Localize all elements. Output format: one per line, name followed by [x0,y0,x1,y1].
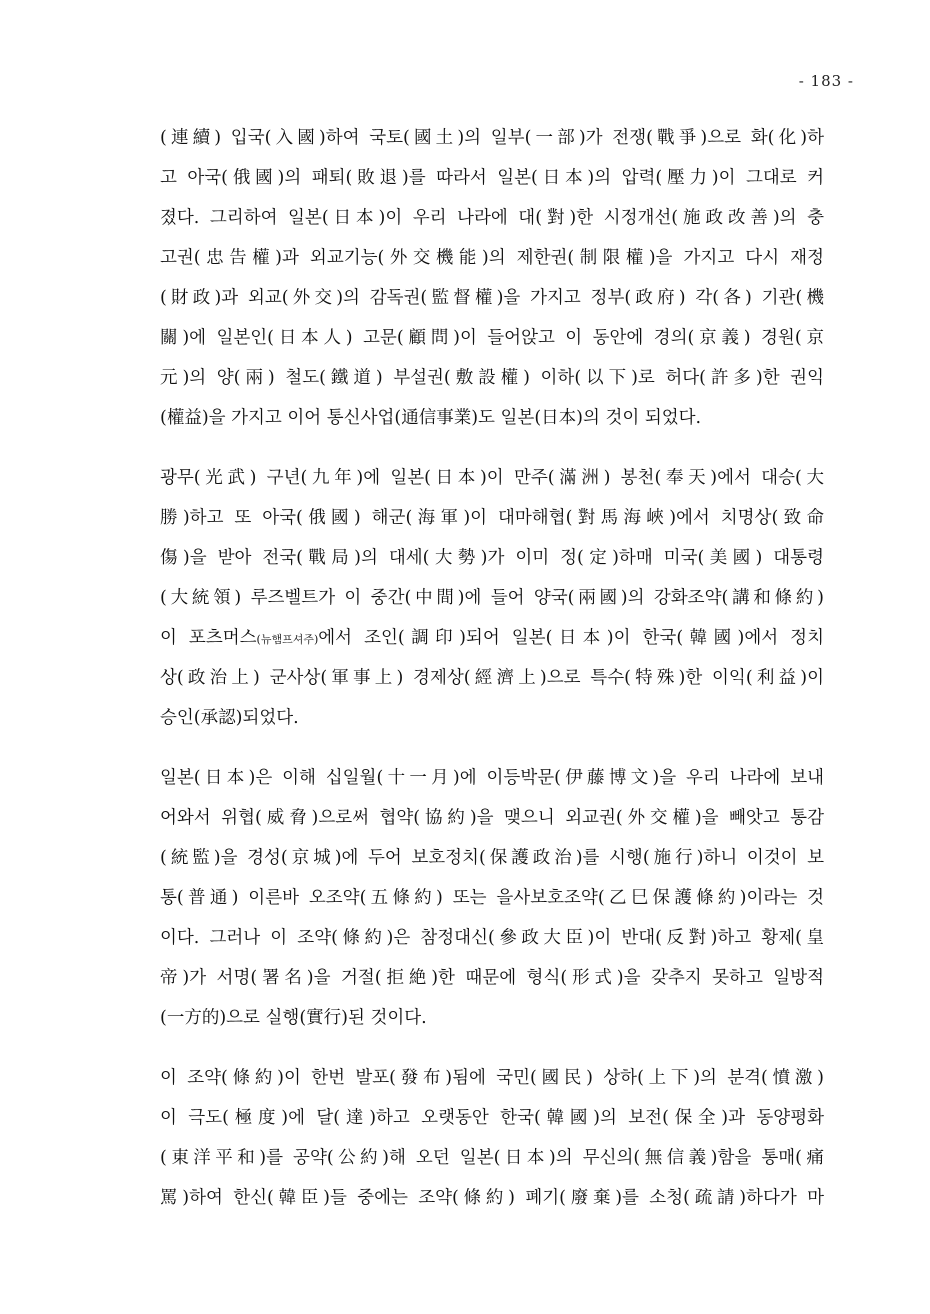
text-line: 통(普通) 이른바 오조약(五條約) 또는 을사보호조약(乙巳保護條約)이라는 것 [160,888,824,908]
text-line: 고권(忠告權)과 외교기능(外交機能)의 제한권(制限權)을 가지고 다시 재정 [160,248,824,268]
text-line: (大統領) 루즈벨트가 이 중간(中間)에 들어 양국(兩國)의 강화조약(講和條約) [160,588,824,608]
text-line: (一方的)으로 실행(實行)된 것이다. [160,1008,427,1028]
text-line-with-note [160,618,824,658]
text-line: (統監)을 경성(京城)에 두어 보호정치(保護政治)를 시행(施行)하니 이것이 보 [160,848,824,868]
text-line: 이다. 그러나 이 조약(條約)은 참정대신(參政大臣)이 반대(反對)하고 황제(皇 [160,928,824,948]
text-line: (權益)을 가지고 이어 통신사업(通信事業)도 일본(日本)의 것이 되었다. [160,408,702,428]
text-line: 帝)가 서명(署名)을 거절(拒絶)한 때문에 형식(形式)을 갖추지 못하고 일방적 [160,968,824,988]
text-line: 關)에 일본인(日本人) 고문(顧問)이 들어앉고 이 동안에 경의(京義) 경원(京 [160,328,824,348]
text-line: 元)의 양(兩) 철도(鐵道) 부설권(敷設權) 이하(以下)로 허다(許多)한 권익 [160,368,824,388]
text-line: 이 조약(條約)이 한번 발포(發布)됨에 국민(國民) 상하(上下)의 분격(憤激) [160,1068,824,1088]
text-line: 상(政治上) 군사상(軍事上) 경제상(經濟上)으로 특수(特殊)한 이익(利益)이 [160,668,824,688]
text-segment: 에서 조인(調印)되어 일본(日本)이 한국(韓國)에서 정치 [318,628,824,648]
paragraph-1 [160,118,824,438]
text-line: 광무(光武) 구년(九年)에 일본(日本)이 만주(滿洲) 봉천(奉天)에서 대승(大 [160,468,824,488]
text-line: 어와서 위협(威脅)으로써 협약(協約)을 맺으니 외교권(外交權)을 빼앗고 통감 [160,808,824,828]
small-note: (뉴햄프셔주) [256,633,319,646]
text-line: 졌다. 그리하여 일본(日本)이 우리 나라에 대(對)한 시정개선(施政改善)의 충 [160,208,824,228]
text-line: 일본(日本)은 이해 십일월(十一月)에 이등박문(伊藤博文)을 우리 나라에 보내 [160,768,824,788]
page-number: - 183 - [798,72,854,90]
paragraph-2 [160,458,824,738]
paragraph-3 [160,758,824,1038]
text-line: 勝)하고 또 아국(俄國) 해군(海軍)이 대마해협(對馬海峽)에서 치명상(致命 [160,508,824,528]
text-body [160,118,824,1238]
text-segment: 이 포츠머스 [160,628,257,648]
text-line: (財政)과 외교(外交)의 감독권(監督權)을 가지고 정부(政府) 각(各) 기관(機 [160,288,824,308]
text-line: 승인(承認)되었다. [160,708,299,728]
text-line: (連續) 입국(入國)하여 국토(國土)의 일부(一部)가 전쟁(戰爭)으로 화(化)하 [160,128,824,148]
paragraph-4 [160,1058,824,1218]
text-line: 罵)하여 한신(韓臣)들 중에는 조약(條約) 폐기(廢棄)를 소청(疏請)하다가 마 [160,1188,824,1208]
text-line: 傷)을 받아 전국(戰局)의 대세(大勢)가 이미 정(定)하매 미국(美國) 대통령 [160,548,824,568]
text-line: 이 극도(極度)에 달(達)하고 오랫동안 한국(韓國)의 보전(保全)과 동양평화 [160,1108,824,1128]
text-line: (東洋平和)를 공약(公約)해 오던 일본(日本)의 무신의(無信義)함을 통매(痛 [160,1148,824,1168]
text-line: 고 아국(俄國)의 패퇴(敗退)를 따라서 일본(日本)의 압력(壓力)이 그대로 커 [160,168,824,188]
